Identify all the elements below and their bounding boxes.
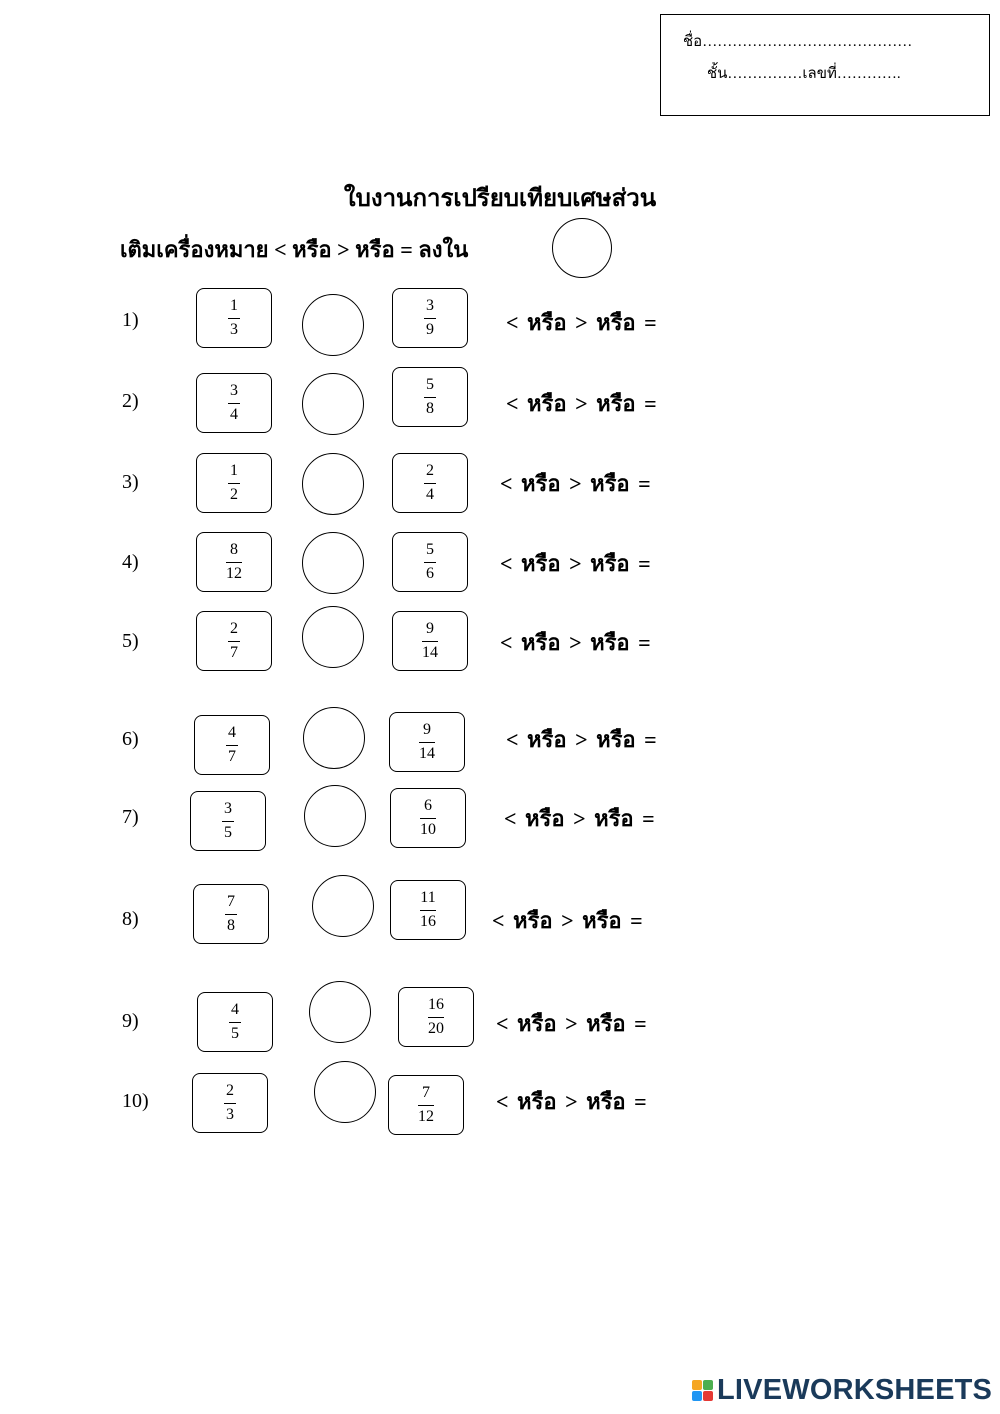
liveworksheets-logo	[692, 1374, 992, 1407]
denominator: 4	[426, 486, 434, 503]
answer-circle[interactable]	[302, 373, 364, 435]
problem-number: 2)	[122, 390, 139, 412]
numerator: 2	[426, 462, 434, 479]
denominator: 7	[228, 748, 236, 765]
answer-circle[interactable]	[303, 707, 365, 769]
numerator: 9	[423, 721, 431, 738]
choices-hint: < หรือ > หรือ =	[496, 1011, 647, 1036]
left-fraction-box	[194, 715, 270, 775]
fraction	[228, 620, 240, 662]
denominator: 5	[231, 1025, 239, 1042]
right-fraction-box	[392, 367, 468, 427]
denominator: 9	[426, 321, 434, 338]
numerator: 2	[226, 1082, 234, 1099]
fraction	[424, 297, 436, 339]
denominator: 8	[426, 400, 434, 417]
numerator: 4	[231, 1001, 239, 1018]
numerator: 16	[428, 996, 444, 1013]
right-fraction-box	[392, 288, 468, 348]
choices-hint: < หรือ > หรือ =	[506, 391, 657, 416]
denominator: 7	[230, 644, 238, 661]
problem-number: 5)	[122, 630, 139, 652]
problem-number: 7)	[122, 806, 139, 828]
fraction	[224, 1082, 236, 1124]
numerator: 3	[224, 800, 232, 817]
numerator: 5	[426, 376, 434, 393]
numerator: 5	[426, 541, 434, 558]
denominator: 12	[226, 565, 242, 582]
class-number-field[interactable]: ชั้น……………เลขที่………….	[707, 66, 901, 82]
choices-hint: < หรือ > หรือ =	[506, 310, 657, 335]
fraction	[225, 893, 237, 935]
denominator: 8	[227, 917, 235, 934]
answer-circle[interactable]	[309, 981, 371, 1043]
left-fraction-box	[193, 884, 269, 944]
fraction	[228, 462, 240, 504]
problem-number: 6)	[122, 728, 139, 750]
choices-hint: < หรือ > หรือ =	[496, 1089, 647, 1114]
fraction	[424, 541, 436, 583]
answer-circle[interactable]	[312, 875, 374, 937]
worksheet-title: ใบงานการเปรียบเทียบเศษส่วน	[343, 186, 657, 212]
denominator: 20	[428, 1020, 444, 1037]
left-fraction-box	[196, 611, 272, 671]
fraction	[418, 1084, 434, 1126]
choices-hint: < หรือ > หรือ =	[500, 630, 651, 655]
student-info-box	[660, 14, 990, 116]
choices-hint: < หรือ > หรือ =	[506, 727, 657, 752]
choices-hint: < หรือ > หรือ =	[504, 806, 655, 831]
problem-number: 9)	[122, 1010, 139, 1032]
fraction	[226, 541, 242, 583]
right-fraction-box	[392, 453, 468, 513]
right-fraction-box	[390, 788, 466, 848]
denominator: 2	[230, 486, 238, 503]
numerator: 3	[230, 382, 238, 399]
fraction	[228, 297, 240, 339]
choices-hint: < หรือ > หรือ =	[500, 551, 651, 576]
answer-circle[interactable]	[314, 1061, 376, 1123]
denominator: 6	[426, 565, 434, 582]
numerator: 4	[228, 724, 236, 741]
fraction	[226, 724, 238, 766]
right-fraction-box	[392, 611, 468, 671]
right-fraction-box	[392, 532, 468, 592]
denominator: 4	[230, 406, 238, 423]
denominator: 5	[224, 824, 232, 841]
denominator: 3	[226, 1106, 234, 1123]
denominator: 12	[418, 1108, 434, 1125]
numerator: 3	[426, 297, 434, 314]
denominator: 14	[422, 644, 438, 661]
choices-hint: < หรือ > หรือ =	[500, 471, 651, 496]
denominator: 16	[420, 913, 436, 930]
numerator: 8	[230, 541, 238, 558]
problem-number: 10)	[122, 1090, 149, 1112]
left-fraction-box	[190, 791, 266, 851]
right-fraction-box	[389, 712, 465, 772]
answer-circle[interactable]	[302, 532, 364, 594]
right-fraction-box	[390, 880, 466, 940]
fraction	[428, 996, 444, 1038]
problem-number: 3)	[122, 471, 139, 493]
choices-hint: < หรือ > หรือ =	[492, 908, 643, 933]
fraction	[419, 721, 435, 763]
fraction	[424, 462, 436, 504]
answer-circle[interactable]	[302, 606, 364, 668]
fraction	[222, 800, 234, 842]
numerator: 2	[230, 620, 238, 637]
problem-number: 4)	[122, 551, 139, 573]
liveworksheets-mark-icon	[692, 1380, 713, 1401]
fraction	[422, 620, 438, 662]
problem-number: 1)	[122, 309, 139, 331]
numerator: 6	[424, 797, 432, 814]
numerator: 1	[230, 297, 238, 314]
answer-circle[interactable]	[302, 294, 364, 356]
instruction-text: เติมเครื่องหมาย < หรือ > หรือ = ลงใน	[120, 237, 469, 262]
fraction	[420, 797, 436, 839]
numerator: 1	[230, 462, 238, 479]
answer-circle[interactable]	[304, 785, 366, 847]
fraction	[228, 382, 240, 424]
numerator: 7	[422, 1084, 430, 1101]
example-answer-circle	[552, 218, 612, 278]
right-fraction-box	[388, 1075, 464, 1135]
numerator: 11	[420, 889, 436, 906]
right-fraction-box	[398, 987, 474, 1047]
denominator: 3	[230, 321, 238, 338]
fraction	[420, 889, 436, 931]
left-fraction-box	[196, 288, 272, 348]
fraction	[229, 1001, 241, 1043]
left-fraction-box	[197, 992, 273, 1052]
numerator: 7	[227, 893, 235, 910]
fraction	[424, 376, 436, 418]
name-field[interactable]: ชื่อ……………………………………	[683, 34, 913, 50]
denominator: 14	[419, 745, 435, 762]
numerator: 9	[426, 620, 434, 637]
left-fraction-box	[192, 1073, 268, 1133]
answer-circle[interactable]	[302, 453, 364, 515]
left-fraction-box	[196, 373, 272, 433]
logo-text: LIVEWORKSHEETS	[717, 1374, 993, 1406]
left-fraction-box	[196, 532, 272, 592]
left-fraction-box	[196, 453, 272, 513]
problem-number: 8)	[122, 908, 139, 930]
denominator: 10	[420, 821, 436, 838]
